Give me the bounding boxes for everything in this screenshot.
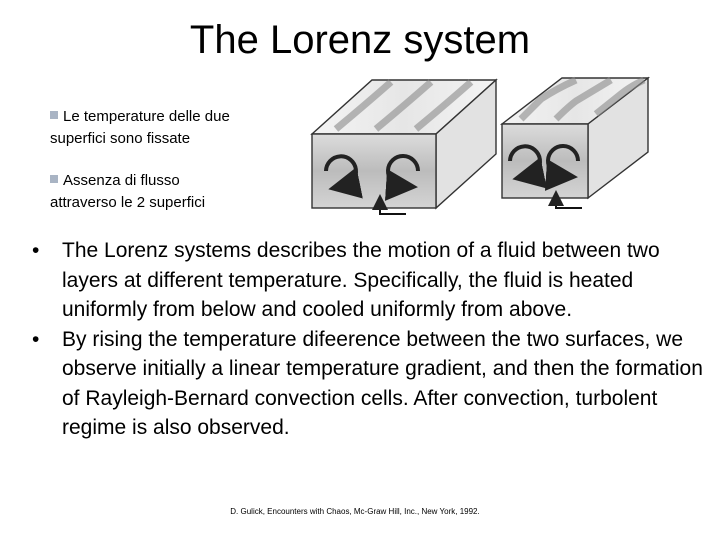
bullet-item: [30, 325, 710, 443]
right-convection-box: [502, 78, 648, 198]
side-note-line-1: Le temperature delle due: [63, 108, 230, 125]
square-bullet-icon: [50, 111, 58, 119]
bullet-item: [30, 236, 710, 325]
bullet-dot-icon: •: [32, 327, 40, 351]
bullet-text: By rising the temperature difeerence between the two surfaces, we observe initially a linear temperature gradient, and then the formation of Rayleigh-Bernard convection cells. After convection, turbolent regime is also observed.: [62, 327, 703, 439]
bullet-text: The Lorenz systems describes the motion of a fluid between two layers at different temperature. Specifically, the fluid is heated uniformly from below and cooled uniformly from above.: [62, 239, 660, 321]
side-note-line-2: superfici sono fissate: [50, 130, 191, 147]
right-flow-arrow: [556, 198, 582, 208]
left-convection-box: [312, 80, 496, 208]
bullet-list: [30, 236, 710, 443]
slide-title: The Lorenz system: [189, 18, 531, 62]
side-note-no-flux: [50, 170, 280, 214]
side-note-line-2: attraverso le 2 superfici: [50, 194, 206, 211]
side-note-line-1: Assenza di flusso: [63, 172, 180, 189]
convection-cells-figure: [306, 74, 654, 228]
side-note-fixed-temperatures: [50, 106, 280, 150]
square-bullet-icon: [50, 175, 58, 183]
citation: D. Gulick, Encounters with Chaos, Mc-Graw Hill, Inc., New York, 1992.: [230, 507, 480, 516]
bullet-dot-icon: •: [32, 239, 40, 262]
